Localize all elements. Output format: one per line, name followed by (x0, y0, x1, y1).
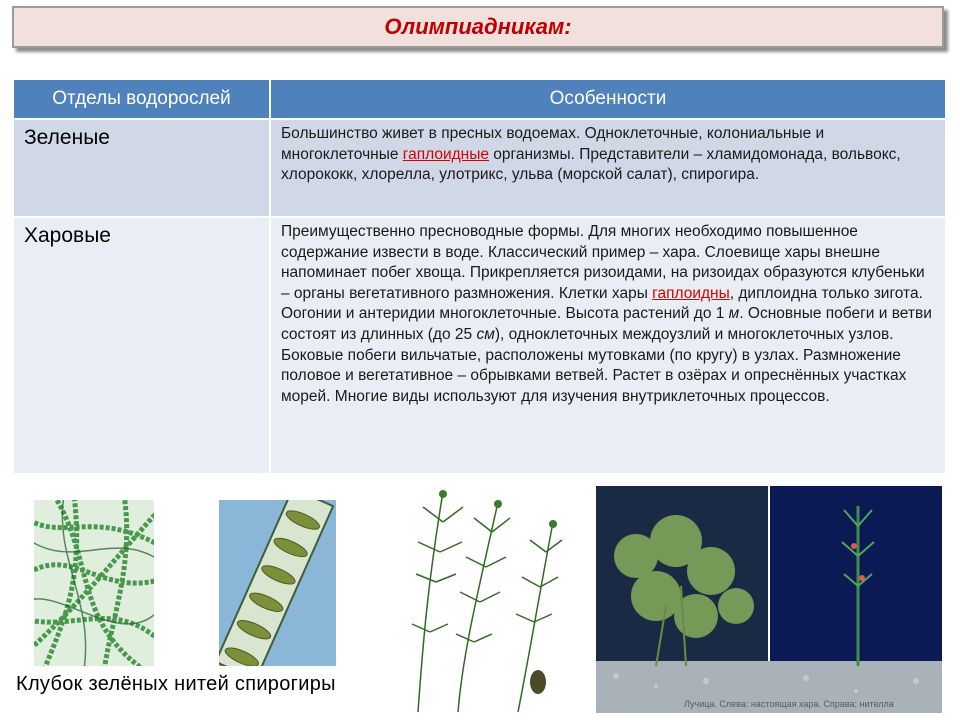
algae-table (14, 80, 945, 473)
spirogyra-cell-image (219, 500, 336, 666)
photo-credit-label: Лучица. Слева: настоящая хара. Справа: нителла (684, 699, 894, 709)
slide-title: Олимпиадникам: (384, 14, 572, 39)
haploid-term: гаплоидны (652, 284, 730, 302)
spirogyra-filaments-image (34, 500, 154, 666)
column-header-features: Особенности (270, 80, 945, 119)
chara-drawing-image (388, 482, 574, 714)
division-description: Преимущественно пресноводные формы. Для многих необходимо повышенное содержание извести в воде. Классический пример – хара. Слоевище хары внешне напоминает побег хвоща. Прикрепляется ризоидами, на ризоидах образуются клубеньки – органы вегетативного размножения. Клетки хары гаплоидны, диплоидна только зигота. Оогонии и антеридии многоклеточные. Высота растений до 1 м. Основные побеги и ветви состоят из длинных (до 25 см), одноклеточных междоузлий и многоклеточных узлов. Боковые побеги вильчатые, расположены мутовками (по кругу) в узлах. Размножение половое и вегетативное – обрывками ветвей. Растет в озёрах и опреснённых участках морей. Многие виды используют для изучения внутриклеточных процессов. (270, 217, 945, 473)
spirogyra-caption: Клубок зелёных нитей спирогиры (16, 673, 336, 695)
haploid-term: гаплоидные (402, 145, 489, 163)
chara-nitella-photo (596, 486, 942, 713)
slide-title-bar (12, 6, 944, 48)
table-row (14, 217, 945, 473)
division-name: Харовые (14, 217, 270, 473)
division-description: Большинство живет в пресных водоемах. Одноклеточные, колониальные и многоклеточные гаплоидные организмы. Представители – хламидомонада, вольвокс, хлорококк, хлорелла, улотрикс, ульва (морской салат), спирогира. (270, 119, 945, 217)
column-header-divisions: Отделы водорослей (14, 80, 270, 119)
table-row (14, 119, 945, 217)
division-name: Зеленые (14, 119, 270, 217)
table-header-row (14, 80, 945, 119)
